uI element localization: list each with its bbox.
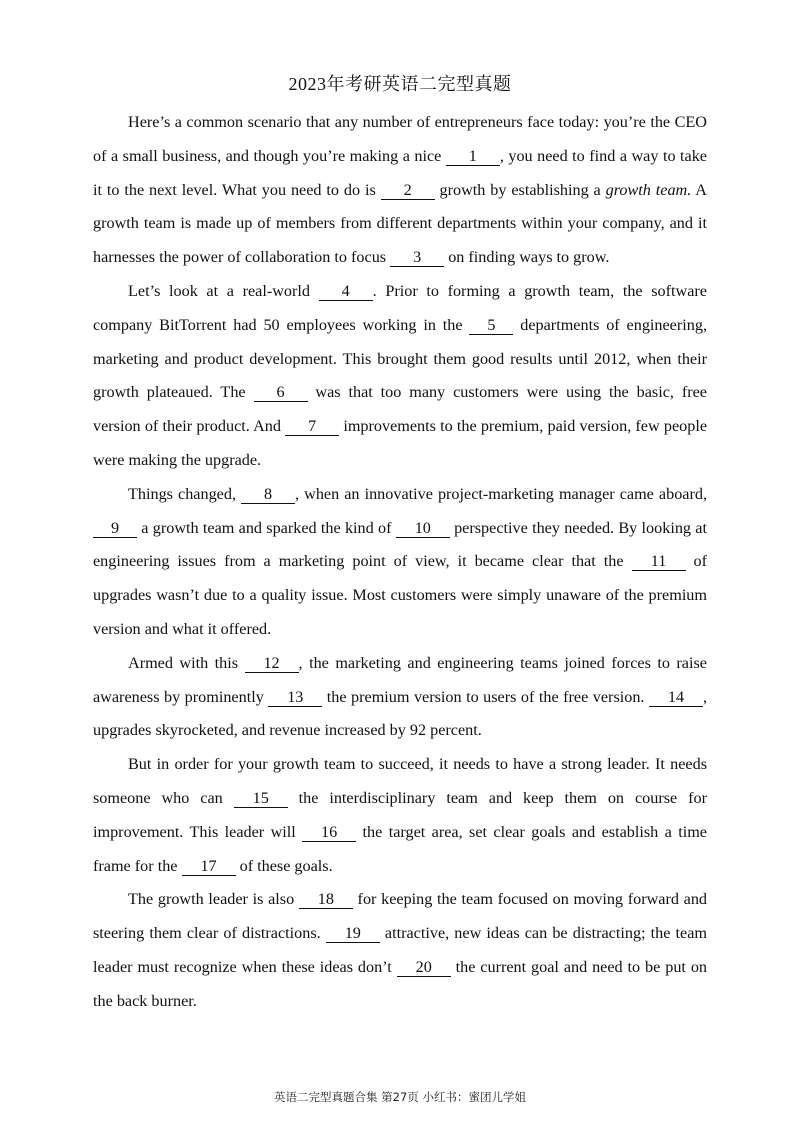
- emphasis-growth-team: growth team.: [605, 180, 692, 199]
- blank-13: 13: [268, 688, 322, 707]
- paragraph-3: Things changed, 8 , when an innovative project-marketing manager came aboard, 9 a growth team and sparked the kind of 10 perspective they needed. By looking at engineering issues from a marketing point of view, it became clear that the 11 of upgrades wasn’t due to a quality issue. Most customers were simply unaware of the premium version and what it offered.: [93, 484, 708, 638]
- paragraph-4: Armed with this 12 , the marketing and engineering teams joined forces to raise awareness by prominently 13 the premium version to users of the free version. 14 , upgrades skyrocketed, and revenue increased by 92 percent.: [93, 653, 708, 740]
- blank-16: 16: [302, 823, 356, 842]
- blank-18: 18: [299, 890, 353, 909]
- passage: [93, 106, 707, 1019]
- paragraph-2: Let’s look at a real-world 4 . Prior to forming a growth team, the software company BitTorrent had 50 employees working in the 5 departments of engineering, marketing and product development. This brought them good results until 2012, when their growth plateaued. The 6 was that too many customers were using the basic, free version of their product. And 7 improvements to the premium, paid version, few people were making the upgrade.: [93, 281, 708, 469]
- blank-7: 7: [285, 417, 339, 436]
- blank-11: 11: [632, 552, 686, 571]
- blank-20: 20: [397, 958, 451, 977]
- blank-1: 1: [446, 147, 500, 166]
- paragraph-1: Here’s a common scenario that any number of entrepreneurs face today: you’re the CEO of a small business, and though you’re making a nice 1 , you need to find a way to take it to the next level. What you need to do is 2 growth by establishing a growth team. A growth team is made up of members from different departments within your company, and it harnesses the power of collaboration to focus 3 on finding ways to grow.: [93, 113, 707, 267]
- blank-2: 2: [381, 181, 435, 200]
- blank-9: 9: [93, 519, 137, 538]
- paragraph-6: The growth leader is also 18 for keeping the team focused on moving forward and steering them clear of distractions. 19 attractive, new ideas can be distracting; the team leader must recognize when these ideas don’t 20 the current goal and need to be put on the back burner.: [93, 890, 708, 1010]
- blank-4: 4: [319, 282, 373, 301]
- blank-14: 14: [649, 688, 703, 707]
- blank-3: 3: [390, 248, 444, 267]
- blank-12: 12: [245, 654, 299, 673]
- blank-6: 6: [254, 383, 308, 402]
- blank-17: 17: [182, 857, 236, 876]
- blank-10: 10: [396, 519, 450, 538]
- blank-15: 15: [234, 789, 288, 808]
- paragraph-5: But in order for your growth team to succeed, it needs to have a strong leader. It needs someone who can 15 the interdisciplinary team and keep them on course for improvement. This leader will 16 the target area, set clear goals and establish a time frame for the 17 of these goals.: [93, 755, 707, 875]
- blank-8: 8: [241, 485, 295, 504]
- blank-5: 5: [469, 316, 513, 335]
- page-footer: 英语二完型真题合集 第27页 小红书：蜜团儿学姐: [274, 1090, 526, 1104]
- page-title: 2023年考研英语二完型真题: [288, 74, 512, 94]
- blank-19: 19: [326, 924, 380, 943]
